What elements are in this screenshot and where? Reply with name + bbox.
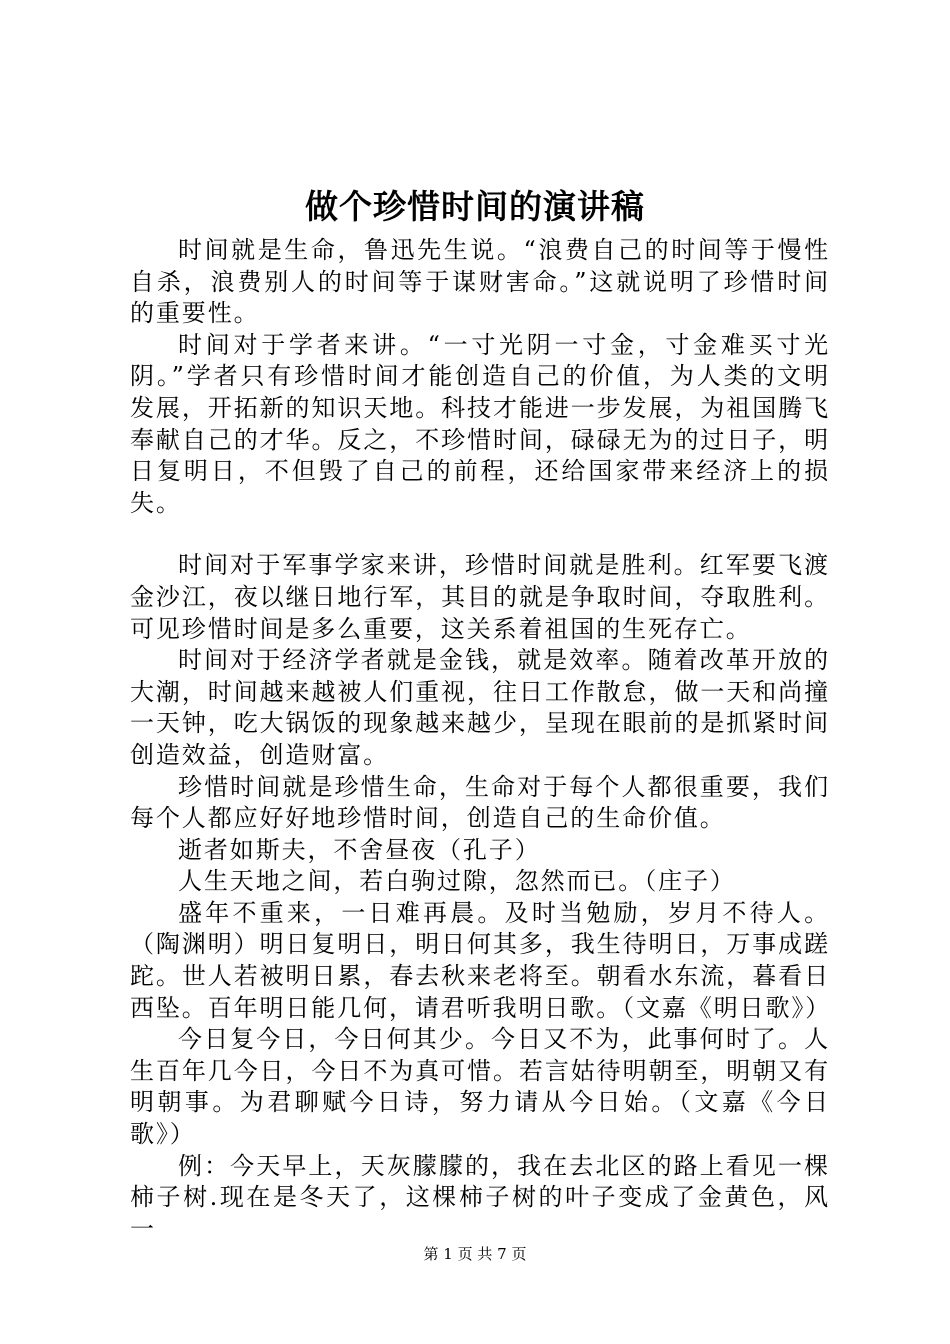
quote-paragraph: 盛年不重来，一日难再晨。及时当勉励，岁月不待人。（陶渊明）明日复明日，明日何其多，我生待明日，万事成蹉跎。世人若被明日累，春去秋来老将至。朝看水东流，暮看日西坠。百年明日能几何，请君听我明日歌。（文嘉《明日歌》） <box>130 898 832 1022</box>
quote-line: 逝者如斯夫，不舍昼夜（孔子） <box>178 835 541 864</box>
document-body <box>130 235 830 1245</box>
paragraph: 时间对于经济学者就是金钱，就是效率。随着改革开放的大潮，时间越来越被人们重视，往日工作散怠，做一天和尚撞一天钟，吃大锅饭的现象越来越少，呈现在眼前的是抓紧时间创造效益，创造财富。 <box>130 646 830 769</box>
document-title: 做个珍惜时间的演讲稿 <box>305 187 645 226</box>
quote-paragraph: 今日复今日，今日何其少。今日又不为，此事何时了。人生百年几今日，今日不为真可惜。若言姑待明朝至，明朝又有明朝事。为君聊赋今日诗，努力请从今日始。（文嘉《今日歌》） <box>130 1025 830 1149</box>
paragraph: 时间就是生命，鲁迅先生说。“浪费自己的时间等于慢性自杀，浪费别人的时间等于谋财害命。”这就说明了珍惜时间的重要性。 <box>130 236 830 328</box>
paragraph: 例：今天早上，天灰朦朦的，我在去北区的路上看见一棵柿子树.现在是冬天了，这棵柿子树的叶子变成了金黄色，风一 <box>130 1151 830 1243</box>
page-number-footer: 第 1 页 共 7 页 <box>423 1245 527 1263</box>
quote-line: 人生天地之间，若白驹过隙，忽然而已。（庄子） <box>178 867 736 896</box>
paragraph: 时间对于学者来讲。“一寸光阴一寸金，寸金难买寸光阴。”学者只有珍惜时间才能创造自己的价值，为人类的文明发展，开拓新的知识天地。科技才能进一步发展，为祖国腾飞奉献自己的才华。反之，不珍惜时间，碌碌无为的过日子，明日复明日，不但毁了自己的前程，还给国家带来经济上的损失。 <box>130 330 830 517</box>
paragraph: 珍惜时间就是珍惜生命，生命对于每个人都很重要，我们每个人都应好好地珍惜时间，创造自己的生命价值。 <box>130 772 830 833</box>
paragraph: 时间对于军事学家来讲，珍惜时间就是胜利。红军要飞渡金沙江，夜以继日地行军，其目的就是争取时间，夺取胜利。可见珍惜时间是多么重要，这关系着祖国的生死存亡。 <box>130 551 830 643</box>
